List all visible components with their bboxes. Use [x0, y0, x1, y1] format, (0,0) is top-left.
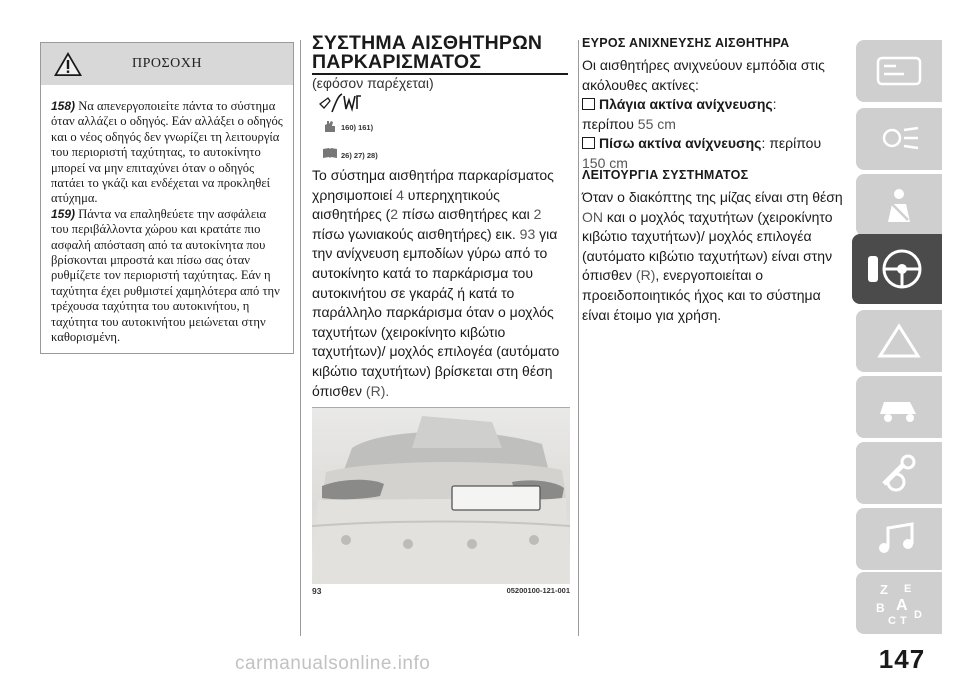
chapter-tab-maintenance[interactable]	[856, 376, 942, 438]
book-note-icon	[322, 146, 338, 160]
rear-range-line: Πίσω ακτίνα ανίχνευσης: περίπου	[582, 134, 844, 154]
chapter-tab-multimedia[interactable]	[856, 508, 942, 570]
chapter-tab-index[interactable]	[856, 572, 942, 634]
svg-text:B: B	[876, 601, 885, 615]
warning-item-159: 159) Πάντα να επαληθεύετε την ασφάλεια του περιβάλλοντα χώρου και κρατάτε πιο ασφαλή απόσταση από τα αυτοκίνητα που βρίσκονται μπροστά και πίσω σας όταν ρυθμίζετε τον περιοριστή ταχύτητας. Εάν η ταχύτητα έχει ρυθμιστεί χαμηλότερα από την τρέχουσα ταχύτητα του αυτοκινήτου, η ταχύτητα του αυτοκινήτου μειώνεται στην καθορισμένη.	[51, 206, 280, 345]
item-arrow-icon	[582, 98, 595, 110]
book-ref-numbers: 26) 27) 28)	[341, 151, 378, 160]
column-divider-right	[578, 40, 579, 636]
svg-text:T: T	[900, 615, 907, 626]
warning-title: ΠΡΟΣΟΧΗ	[132, 56, 202, 71]
section-subtitle: (εφόσον παρέχεται)	[312, 75, 434, 91]
page-number: 147	[878, 644, 926, 674]
svg-text:D: D	[914, 609, 922, 621]
dashboard-icon	[874, 52, 924, 90]
warning-item-158: 158) Να απενεργοποιείτε πάντα το σύστημα όταν αλλάζει ο οδηγός. Εάν αλλάξει ο οδηγός και ο νέος οδηγός δεν γνωρίζει τη λειτουργία του περιοριστή ταχύτητας, το αυτοκίνητο μπορεί να μην επιταχύνει όταν ο οδηγός πατάει το γκάζι και ενδέχεται να προκληθεί ατύχημα.	[51, 99, 283, 206]
warning-body	[51, 99, 285, 346]
svg-text:Z: Z	[880, 582, 888, 597]
chapter-tab-emergency[interactable]	[856, 310, 942, 372]
range-heading: ΕΥΡΟΣ ΑΝΙΧΝΕΥΣΗΣ ΑΙΣΘΗΤΗΡΑ	[582, 36, 790, 50]
car-service-icon	[874, 388, 924, 426]
warning-header	[41, 43, 293, 85]
operation-heading: ΛΕΙΤΟΥΡΓΙΑ ΣΥΣΤΗΜΑΤΟΣ	[582, 168, 749, 182]
side-range-line: Πλάγια ακτίνα ανίχνευσης:	[582, 95, 844, 115]
svg-text:A: A	[896, 597, 908, 614]
svg-text:C: C	[888, 615, 896, 626]
car-rear-illustration	[312, 408, 570, 584]
optional-equipment-icon	[318, 92, 364, 114]
item-arrow-icon	[582, 137, 595, 149]
warning-lights-icon	[874, 120, 924, 158]
wrench-icon	[874, 454, 924, 492]
steering-wheel-icon	[864, 246, 924, 292]
hand-warning-icon	[322, 118, 338, 134]
alphabet-index-icon	[874, 580, 930, 626]
hazard-icon	[874, 322, 924, 360]
chapter-tab-technical[interactable]	[856, 442, 942, 504]
hand-ref-numbers: 160) 161)	[341, 123, 374, 132]
car-rear-photo	[312, 407, 570, 584]
chapter-tab-starting-driving[interactable]	[852, 234, 942, 304]
range-text: Οι αισθητήρες ανιχνεύουν εμπόδια στις ακόλουθες ακτίνες: Πλάγια ακτίνα ανίχνευσης: περίπου 55 cm Πίσω ακτίνα ανίχνευσης: περίπου 150 cm	[582, 56, 844, 174]
section-title: ΣΥΣΤΗΜΑ ΑΙΣΘΗΤΗΡΩΝ ΠΑΡΚΑΡΙΣΜΑΤΟΣ	[312, 32, 543, 73]
figure-code: 05200100-121-001	[506, 586, 570, 595]
svg-text:E: E	[904, 583, 912, 595]
chapter-tab-safety[interactable]	[856, 174, 942, 236]
site-watermark: carmanualsonline.info	[235, 653, 431, 674]
parking-sensor-description: Το σύστημα αισθητήρα παρκαρίσματος χρησιμοποιεί 4 υπερηχητικούς αισθητήρες (2 πίσω αισθητήρες και 2 πίσω γωνιακούς αισθητήρες) εικ. 93 για την ανίχνευση εμποδίων γύρω από το αυτοκίνητο κατά το παρκάρισμα του αυτοκινήτου σε γκαράζ ή κατά το παράλληλο παρκάρισμα όταν ο μοχλός ταχυτήτων (χειροκίνητο κιβώτιο ταχυτήτων)/ μοχλός επιλογέα (αυτόματο κιβώτιο ταχυτήτων) βρίσκεται στη θέση όπισθεν (R).	[312, 167, 560, 399]
column-divider-left	[300, 40, 301, 636]
seatbelt-icon	[874, 186, 924, 224]
chapter-tab-dashboard[interactable]	[856, 40, 942, 102]
chapter-tab-lights[interactable]	[856, 108, 942, 170]
warning-box	[40, 42, 294, 354]
figure-number: 93	[312, 586, 322, 596]
music-note-icon	[874, 520, 924, 558]
operation-text: Όταν ο διακόπτης της μίζας είναι στη θέση ON και ο μοχλός ταχυτήτων (χειροκίνητο κιβώτιο ταχυτήτων)/ μοχλός επιλογέα (αυτόματο κιβώτιο ταχυτήτων) είναι στην όπισθεν (R), ενεργοποιείται ο προειδοποιητικός ήχος και το σύστημα είναι έτοιμο για χρήση.	[582, 189, 843, 323]
